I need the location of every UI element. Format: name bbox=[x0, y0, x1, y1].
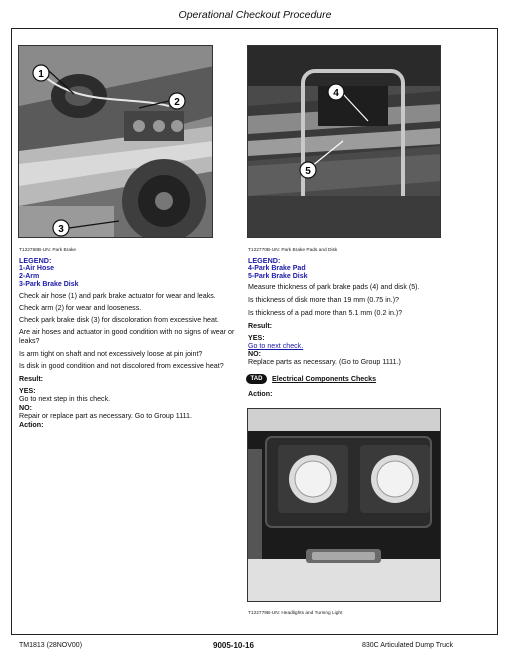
check-instruction: Check park brake disk (3) for discoloration from excessive heat. bbox=[19, 316, 219, 324]
go-to-next-check-link[interactable]: Go to next check. bbox=[248, 342, 304, 350]
svg-text:5: 5 bbox=[305, 166, 311, 177]
right-legend-title: LEGEND: bbox=[248, 256, 281, 265]
left-legend-title: LEGEND: bbox=[19, 256, 52, 265]
right-no-label: NO: bbox=[248, 350, 262, 358]
callout-2 bbox=[169, 93, 185, 109]
right-legend-item: 4-Park Brake Pad bbox=[248, 265, 306, 272]
headlights-illustration bbox=[248, 409, 441, 602]
park-brake-photo bbox=[18, 45, 213, 238]
footer-page-number: 9005-10-16 bbox=[213, 641, 254, 650]
pad-thickness-question: Is thickness of a pad more than 5.1 mm (0.2 in.)? bbox=[248, 309, 403, 317]
check-question: Is arm tight on shaft and not excessively loose at pin joint? bbox=[19, 350, 203, 358]
brake-pads-photo bbox=[247, 45, 441, 238]
check-instruction: Check arm (2) for wear and looseness. bbox=[19, 304, 142, 312]
callout-3 bbox=[53, 220, 69, 236]
right-no-text: Replace parts as necessary. (Go to Group 1111.) bbox=[248, 358, 401, 366]
svg-text:1: 1 bbox=[38, 69, 44, 80]
left-action-label: Action: bbox=[19, 421, 44, 429]
page-header-title: Operational Checkout Procedure bbox=[178, 9, 332, 21]
disk-thickness-question: Is thickness of disk more than 19 mm (0.75 in.)? bbox=[248, 296, 400, 304]
left-yes-label: YES: bbox=[19, 387, 36, 395]
svg-text:3: 3 bbox=[58, 224, 64, 235]
park-brake-caption: T122768B-UN: Park Brake bbox=[19, 248, 77, 253]
callout-5 bbox=[300, 162, 316, 178]
check-question: Is disk in good condition and not discolored from excessive heat? bbox=[19, 362, 224, 370]
headlights-photo bbox=[247, 408, 441, 602]
left-yes-text: Go to next step in this check. bbox=[19, 395, 111, 403]
left-legend-item: 3-Park Brake Disk bbox=[19, 281, 79, 288]
brake-pads-illustration bbox=[248, 46, 441, 238]
callout-4 bbox=[328, 84, 344, 100]
tad-tag-icon: TAD bbox=[246, 374, 267, 384]
left-legend-item: 1-Air Hose bbox=[19, 265, 55, 272]
check-question: Are air hoses and actuator in good condition with no signs of wear or leaks? bbox=[19, 328, 235, 345]
brake-pads-caption: T122770B-UN: Park Brake Pads and Disk bbox=[248, 248, 338, 253]
section-title: Electrical Components Checks bbox=[272, 375, 377, 383]
check-instruction: Check air hose (1) and park brake actuator for wear and leaks. bbox=[19, 292, 216, 300]
left-result-label: Result: bbox=[19, 375, 44, 383]
footer-tm-number: TM1813 (28NOV00) bbox=[19, 642, 83, 649]
svg-text:4: 4 bbox=[333, 88, 339, 99]
callout-1 bbox=[33, 65, 49, 81]
svg-text:2: 2 bbox=[174, 97, 180, 108]
right-action-label: Action: bbox=[248, 390, 273, 398]
right-legend-item: 5-Park Brake Disk bbox=[248, 273, 308, 280]
right-result-label: Result: bbox=[248, 322, 273, 330]
park-brake-illustration bbox=[19, 46, 213, 238]
left-no-label: NO: bbox=[19, 404, 33, 412]
headlights-caption: T122779B-UN: Headlights and Turning Light bbox=[248, 611, 343, 616]
left-legend-item: 2-Arm bbox=[19, 273, 40, 280]
left-no-text: Repair or replace part as necessary. Go to Group 1111. bbox=[19, 412, 192, 420]
footer-machine-name: 830C Articulated Dump Truck bbox=[362, 642, 454, 649]
measure-instruction: Measure thickness of park brake pads (4) and disk (5). bbox=[248, 283, 420, 291]
right-yes-label: YES: bbox=[248, 334, 265, 342]
